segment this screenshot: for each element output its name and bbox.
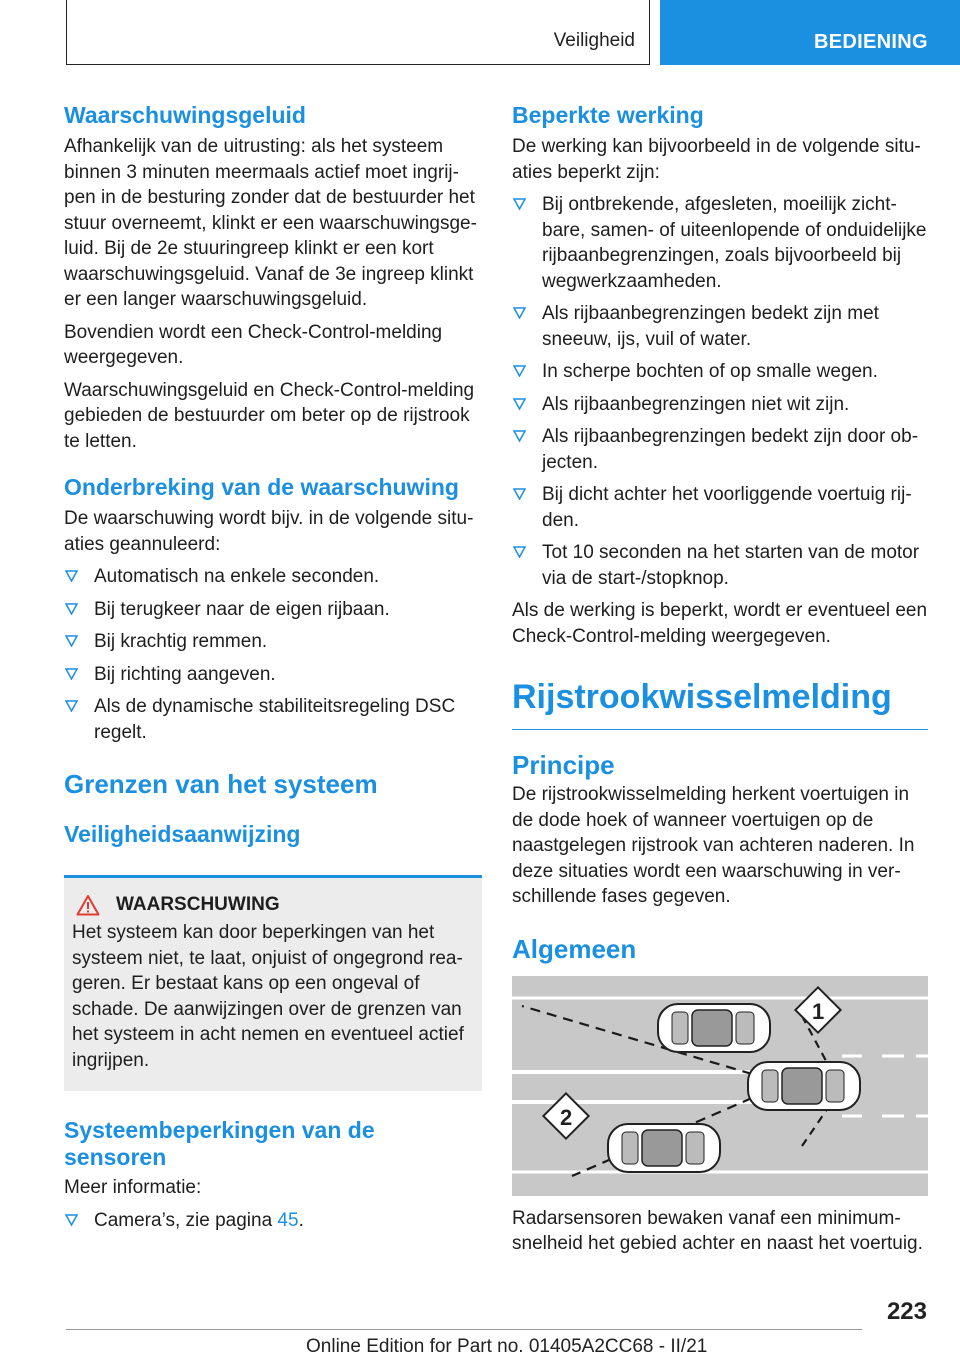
list-item: In scherpe bochten of op smalle wegen. bbox=[512, 359, 928, 385]
triangle-bullet-icon bbox=[513, 398, 526, 410]
sensor-limits-list bbox=[64, 1208, 482, 1234]
left-column bbox=[64, 100, 482, 1240]
lane-change-illustration bbox=[512, 976, 928, 1196]
list-item: Camera’s, zie pagina 45. bbox=[64, 1208, 482, 1234]
limited-function-intro: De werking kan bijvoorbeeld in de volgende situaties beperkt zijn: bbox=[512, 136, 921, 183]
warning-triangle-icon bbox=[76, 894, 100, 916]
list-item: Bij richting aangeven. bbox=[64, 662, 482, 688]
triangle-bullet-icon bbox=[65, 700, 78, 712]
triangle-bullet-icon bbox=[65, 603, 78, 615]
triangle-bullet-icon bbox=[65, 1214, 78, 1226]
heading-general: Algemeen bbox=[512, 933, 637, 964]
principle-text: De rijstrookwisselmelding herkent voertuigen in de dode hoek of wanneer voertuigen op de naastgelegen rijstrook van achteren naderen. In deze situaties wordt een waarschuwing in verschillende fases gegeven. bbox=[512, 784, 915, 907]
header-section-label: Veiligheid bbox=[553, 30, 635, 51]
list-item: Automatisch na enkele seconden. bbox=[64, 564, 482, 590]
list-item: Bij ontbrekende, afgesleten, moeilijk zichtbare, samen- of uiteenlopende of onduidelijke rijbaanbegrenzingen, zoals bijvoorbeeld bij wegwerkzaamheden. bbox=[512, 192, 928, 294]
heading-lane-change-warning: Rijstrookwisselmelding bbox=[512, 675, 928, 730]
warning-label: WAARSCHUWING bbox=[116, 894, 280, 915]
triangle-bullet-icon bbox=[65, 635, 78, 647]
triangle-bullet-icon bbox=[513, 307, 526, 319]
warning-text: Het systeem kan door beperkingen van het systeem niet, te laat, onjuist of ongegrond reageren. Er bestaat kans op een ongeval of schade. De aanwijzingen over de grenzen van het systeem in acht nemen en eventueel actief ingrijpen. bbox=[72, 922, 464, 1071]
warning-box bbox=[64, 875, 482, 1091]
car-middle bbox=[748, 1062, 860, 1110]
svg-text:2: 2 bbox=[560, 1104, 573, 1130]
right-column bbox=[512, 100, 928, 1264]
footer-divider bbox=[66, 1329, 862, 1330]
triangle-bullet-icon bbox=[65, 668, 78, 680]
list-item: Tot 10 seconden na het starten van de motor via de start-/stopknop. bbox=[512, 540, 928, 591]
warning-title bbox=[72, 894, 474, 916]
limited-function-outro: Als de werking is beperkt, wordt er eventueel een Check-Control-melding weergegeven. bbox=[512, 600, 928, 647]
interruption-intro: De waarschuwing wordt bijv. in de volgende situaties geannuleerd: bbox=[64, 508, 474, 555]
triangle-bullet-icon bbox=[513, 488, 526, 500]
triangle-bullet-icon bbox=[513, 430, 526, 442]
heading-principle: Principe bbox=[512, 750, 615, 780]
sensor-limits-intro: Meer informatie: bbox=[64, 1177, 202, 1198]
interruption-list bbox=[64, 564, 482, 745]
list-item: Als de dynamische stabiliteitsregeling DSC regelt. bbox=[64, 694, 482, 745]
list-item: Als rijbaanbegrenzingen bedekt zijn met sneeuw, ijs, vuil of water. bbox=[512, 301, 928, 352]
limited-function-list bbox=[512, 192, 928, 591]
list-item: Als rijbaanbegrenzingen bedekt zijn door objecten. bbox=[512, 424, 928, 475]
heading-limited-function: Beperkte werking bbox=[512, 102, 704, 128]
list-item: Bij dicht achter het voorliggende voertuig rijden. bbox=[512, 482, 928, 533]
header-chapter-label: BEDIENING bbox=[814, 31, 928, 53]
heading-system-limits: Grenzen van het systeem bbox=[64, 769, 378, 799]
triangle-bullet-icon bbox=[513, 365, 526, 377]
header-chapter-tab bbox=[660, 0, 960, 65]
header-section-box bbox=[66, 0, 650, 65]
svg-text:1: 1 bbox=[812, 998, 825, 1024]
triangle-bullet-icon bbox=[65, 570, 78, 582]
list-item: Bij krachtig remmen. bbox=[64, 629, 482, 655]
heading-warning-sound: Waarschuwingsgeluid bbox=[64, 102, 306, 128]
triangle-bullet-icon bbox=[513, 198, 526, 210]
list-item: Bij terugkeer naar de eigen rijbaan. bbox=[64, 597, 482, 623]
warning-sound-paragraph-1: Afhankelijk van de uitrusting: als het systeem binnen 3 minuten meermaals actief moet ingrijpen in de besturing zonder dat de bestuurder het stuur overneemt, klinkt er een waarschuwingsgeluid. Bij de 2e stuuringreep klinkt er een kort waarschuwingsgeluid. Vanaf de 3e ingreep klinkt er een langer waarschuwingsgeluid. bbox=[64, 136, 477, 310]
triangle-bullet-icon bbox=[513, 546, 526, 558]
lane-change-diagram bbox=[512, 976, 928, 1196]
figure-caption: Radarsensoren bewaken vanaf een minimumsnelheid het gebied achter en naast het voertuig. bbox=[512, 1207, 923, 1254]
car-top bbox=[658, 1004, 770, 1052]
heading-safety-notice: Veiligheidsaanwijzing bbox=[64, 821, 301, 847]
heading-interruption: Onderbreking van de waarschuwing bbox=[64, 474, 459, 500]
car-bottom bbox=[608, 1124, 720, 1172]
warning-sound-paragraph-2: Bovendien wordt een Check-Control-melding weergegeven. bbox=[64, 321, 443, 368]
page-link[interactable]: 45 bbox=[277, 1209, 299, 1231]
list-item: Als rijbaanbegrenzingen niet wit zijn. bbox=[512, 392, 928, 418]
heading-sensor-limits: Systeembeperkingen van de sensoren bbox=[64, 1117, 375, 1170]
page-number: 223 bbox=[886, 1298, 927, 1325]
footer-edition: Online Edition for Part no. 01405A2CC68 - II/21 bbox=[306, 1336, 708, 1357]
warning-sound-paragraph-3: Waarschuwingsgeluid en Check-Control-melding gebieden de bestuurder om beter op de rijstrook te letten. bbox=[64, 379, 475, 452]
